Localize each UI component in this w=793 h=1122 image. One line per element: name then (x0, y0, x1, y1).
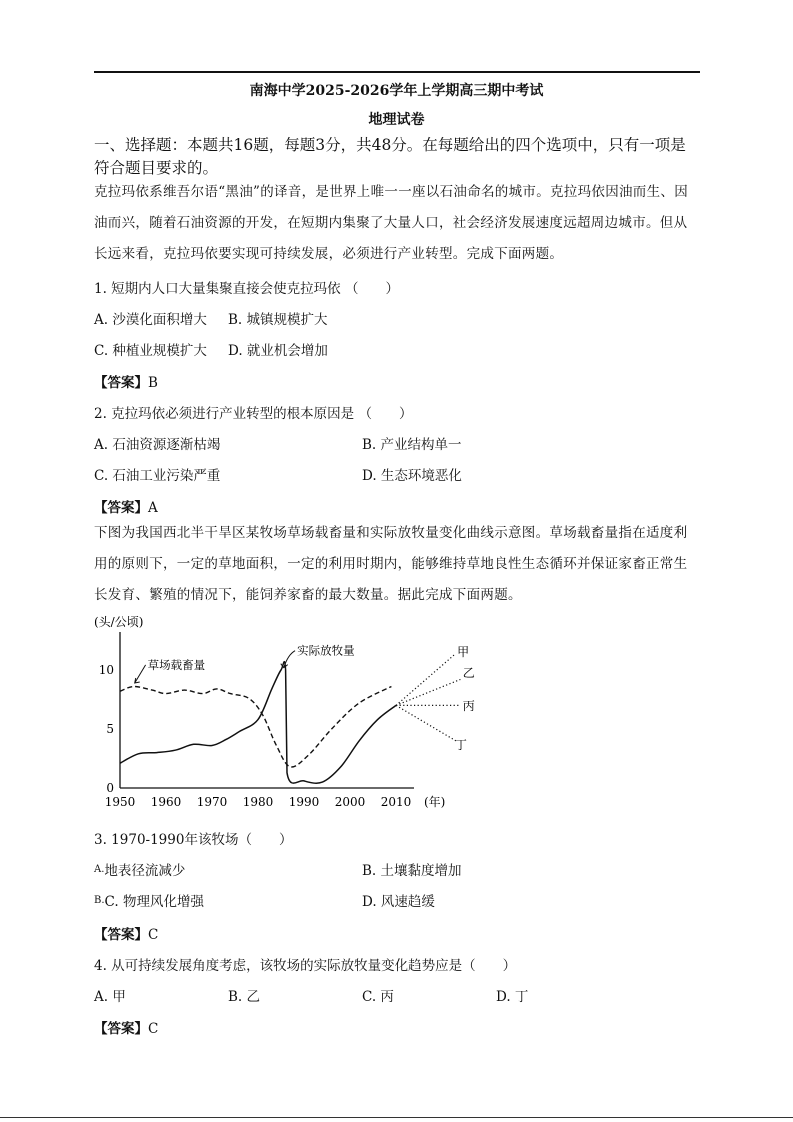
q1-option-a: A. 沙漠化面积增大 (94, 312, 207, 328)
q3-answer (94, 923, 158, 943)
x-tick-label: 1980 (242, 795, 274, 809)
q2-option-a: A. 石油资源逐渐枯竭 (94, 437, 221, 453)
q1-stem: 1. 短期内人口大量集聚直接会使克拉玛依 （ ） (94, 281, 399, 297)
q2-answer (94, 496, 158, 516)
y-tick-label: 5 (106, 722, 114, 736)
q4-option-c: C. 丙 (362, 989, 394, 1005)
label-carrying-capacity: 草场载畜量 (147, 657, 206, 672)
section-heading: 一、选择题：本题共16题，每题3分，共48分。在每题给出的四个选项中，只有一项是符合题目要求的。 (94, 136, 686, 177)
q3-option-d: D. 风速趋缓 (362, 894, 435, 910)
q1-option-c: C. 种植业规模扩大 (94, 343, 207, 359)
grazing-chart (0, 610, 793, 810)
q2-option-c: C. 石油工业污染严重 (94, 468, 221, 484)
q3-answer-label: 【答案】 (94, 927, 148, 943)
q4-stem: 4. 从可持续发展角度考虑，该牧场的实际放牧量变化趋势应是（ ） (94, 958, 517, 974)
q1-answer (94, 371, 158, 391)
label-actual-grazing: 实际放牧量 (297, 643, 355, 658)
q3-option-a-mark: A. (94, 864, 105, 875)
q3-option-b: B. 土壤黏度增加 (362, 863, 462, 879)
q1-option-d: D. 就业机会增加 (228, 343, 328, 359)
q1-option-b: B. 城镇规模扩大 (228, 312, 328, 328)
q3-option-c-mark: B. (94, 895, 105, 906)
q1-answer-value: B (148, 375, 158, 391)
series-line-实际放牧量 (120, 662, 396, 784)
y-tick-label: 0 (106, 781, 114, 795)
footer-rule (0, 1117, 793, 1118)
q1-answer-label: 【答案】 (94, 375, 148, 391)
q2-answer-value: A (148, 500, 158, 516)
chart-y-unit: (头/公顷) (94, 615, 144, 629)
series-line-乙 (396, 679, 460, 705)
label-ding: 丁 (454, 738, 467, 753)
passage-1: 克拉玛依系维吾尔语“黑油”的译音，是世界上唯一一座以石油命名的城市。克拉玛依因油而生、因油而兴，随着石油资源的开发，在短期内集聚了大量人口，社会经济发展速度远超周边城市。但从长远来看，克拉玛依要实现可持续发展，必须进行产业转型。完成下面两题。 (94, 184, 689, 262)
x-tick-label: 2000 (334, 795, 366, 809)
series-line-丁 (396, 705, 456, 740)
q3-option-c (94, 890, 204, 910)
label-jia: 甲 (457, 644, 470, 659)
passage-2: 下图为我国西北半干旱区某牧场草场载畜量和实际放牧量变化曲线示意图。草场载畜量指在适度利用的原则下，一定的草地面积，一定的利用时期内，能够维持草地良性生态循环并保证家畜正常生长发育、繁殖的情况下，能饲养家畜的最大数量。据此完成下面两题。 (94, 525, 688, 603)
q3-option-a-text: 地表径流减少 (104, 863, 186, 879)
q4-answer-value: C (148, 1021, 159, 1037)
carrying-capacity-pointer (135, 665, 146, 683)
q3-stem: 3. 1970-1990年该牧场（ ） (94, 832, 293, 848)
series-line-草场载畜量 (120, 686, 391, 767)
q4-option-d: D. 丁 (496, 989, 529, 1005)
exam-subtitle: 地理试卷 (368, 112, 425, 128)
x-tick-label: 1960 (150, 795, 182, 809)
q4-option-a: A. 甲 (94, 989, 126, 1005)
q4-option-b: B. 乙 (228, 989, 261, 1005)
x-tick-label: 1990 (288, 795, 320, 809)
q3-answer-value: C (148, 927, 159, 943)
q2-option-b: B. 产业结构单一 (362, 437, 462, 453)
q3-option-a (94, 859, 185, 879)
series-line-甲 (396, 653, 456, 705)
q3-option-c-text: C. 物理风化增强 (104, 894, 204, 910)
label-bing: 丙 (462, 699, 475, 714)
q2-stem: 2. 克拉玛依必须进行产业转型的根本原因是 （ ） (94, 406, 413, 422)
y-tick-label: 10 (98, 663, 114, 677)
q4-answer-label: 【答案】 (94, 1021, 148, 1037)
chart-x-unit: (年) (424, 795, 446, 809)
label-yi: 乙 (462, 666, 475, 681)
x-tick-label: 1970 (196, 795, 228, 809)
q2-answer-label: 【答案】 (94, 500, 148, 516)
x-tick-label: 1950 (104, 795, 136, 809)
x-tick-label: 2010 (380, 795, 412, 809)
header-rule (94, 71, 700, 73)
q2-option-d: D. 生态环境恶化 (362, 468, 462, 484)
exam-title: 南海中学2025-2026学年上学期高三期中考试 (249, 83, 544, 99)
q4-answer (94, 1017, 158, 1037)
